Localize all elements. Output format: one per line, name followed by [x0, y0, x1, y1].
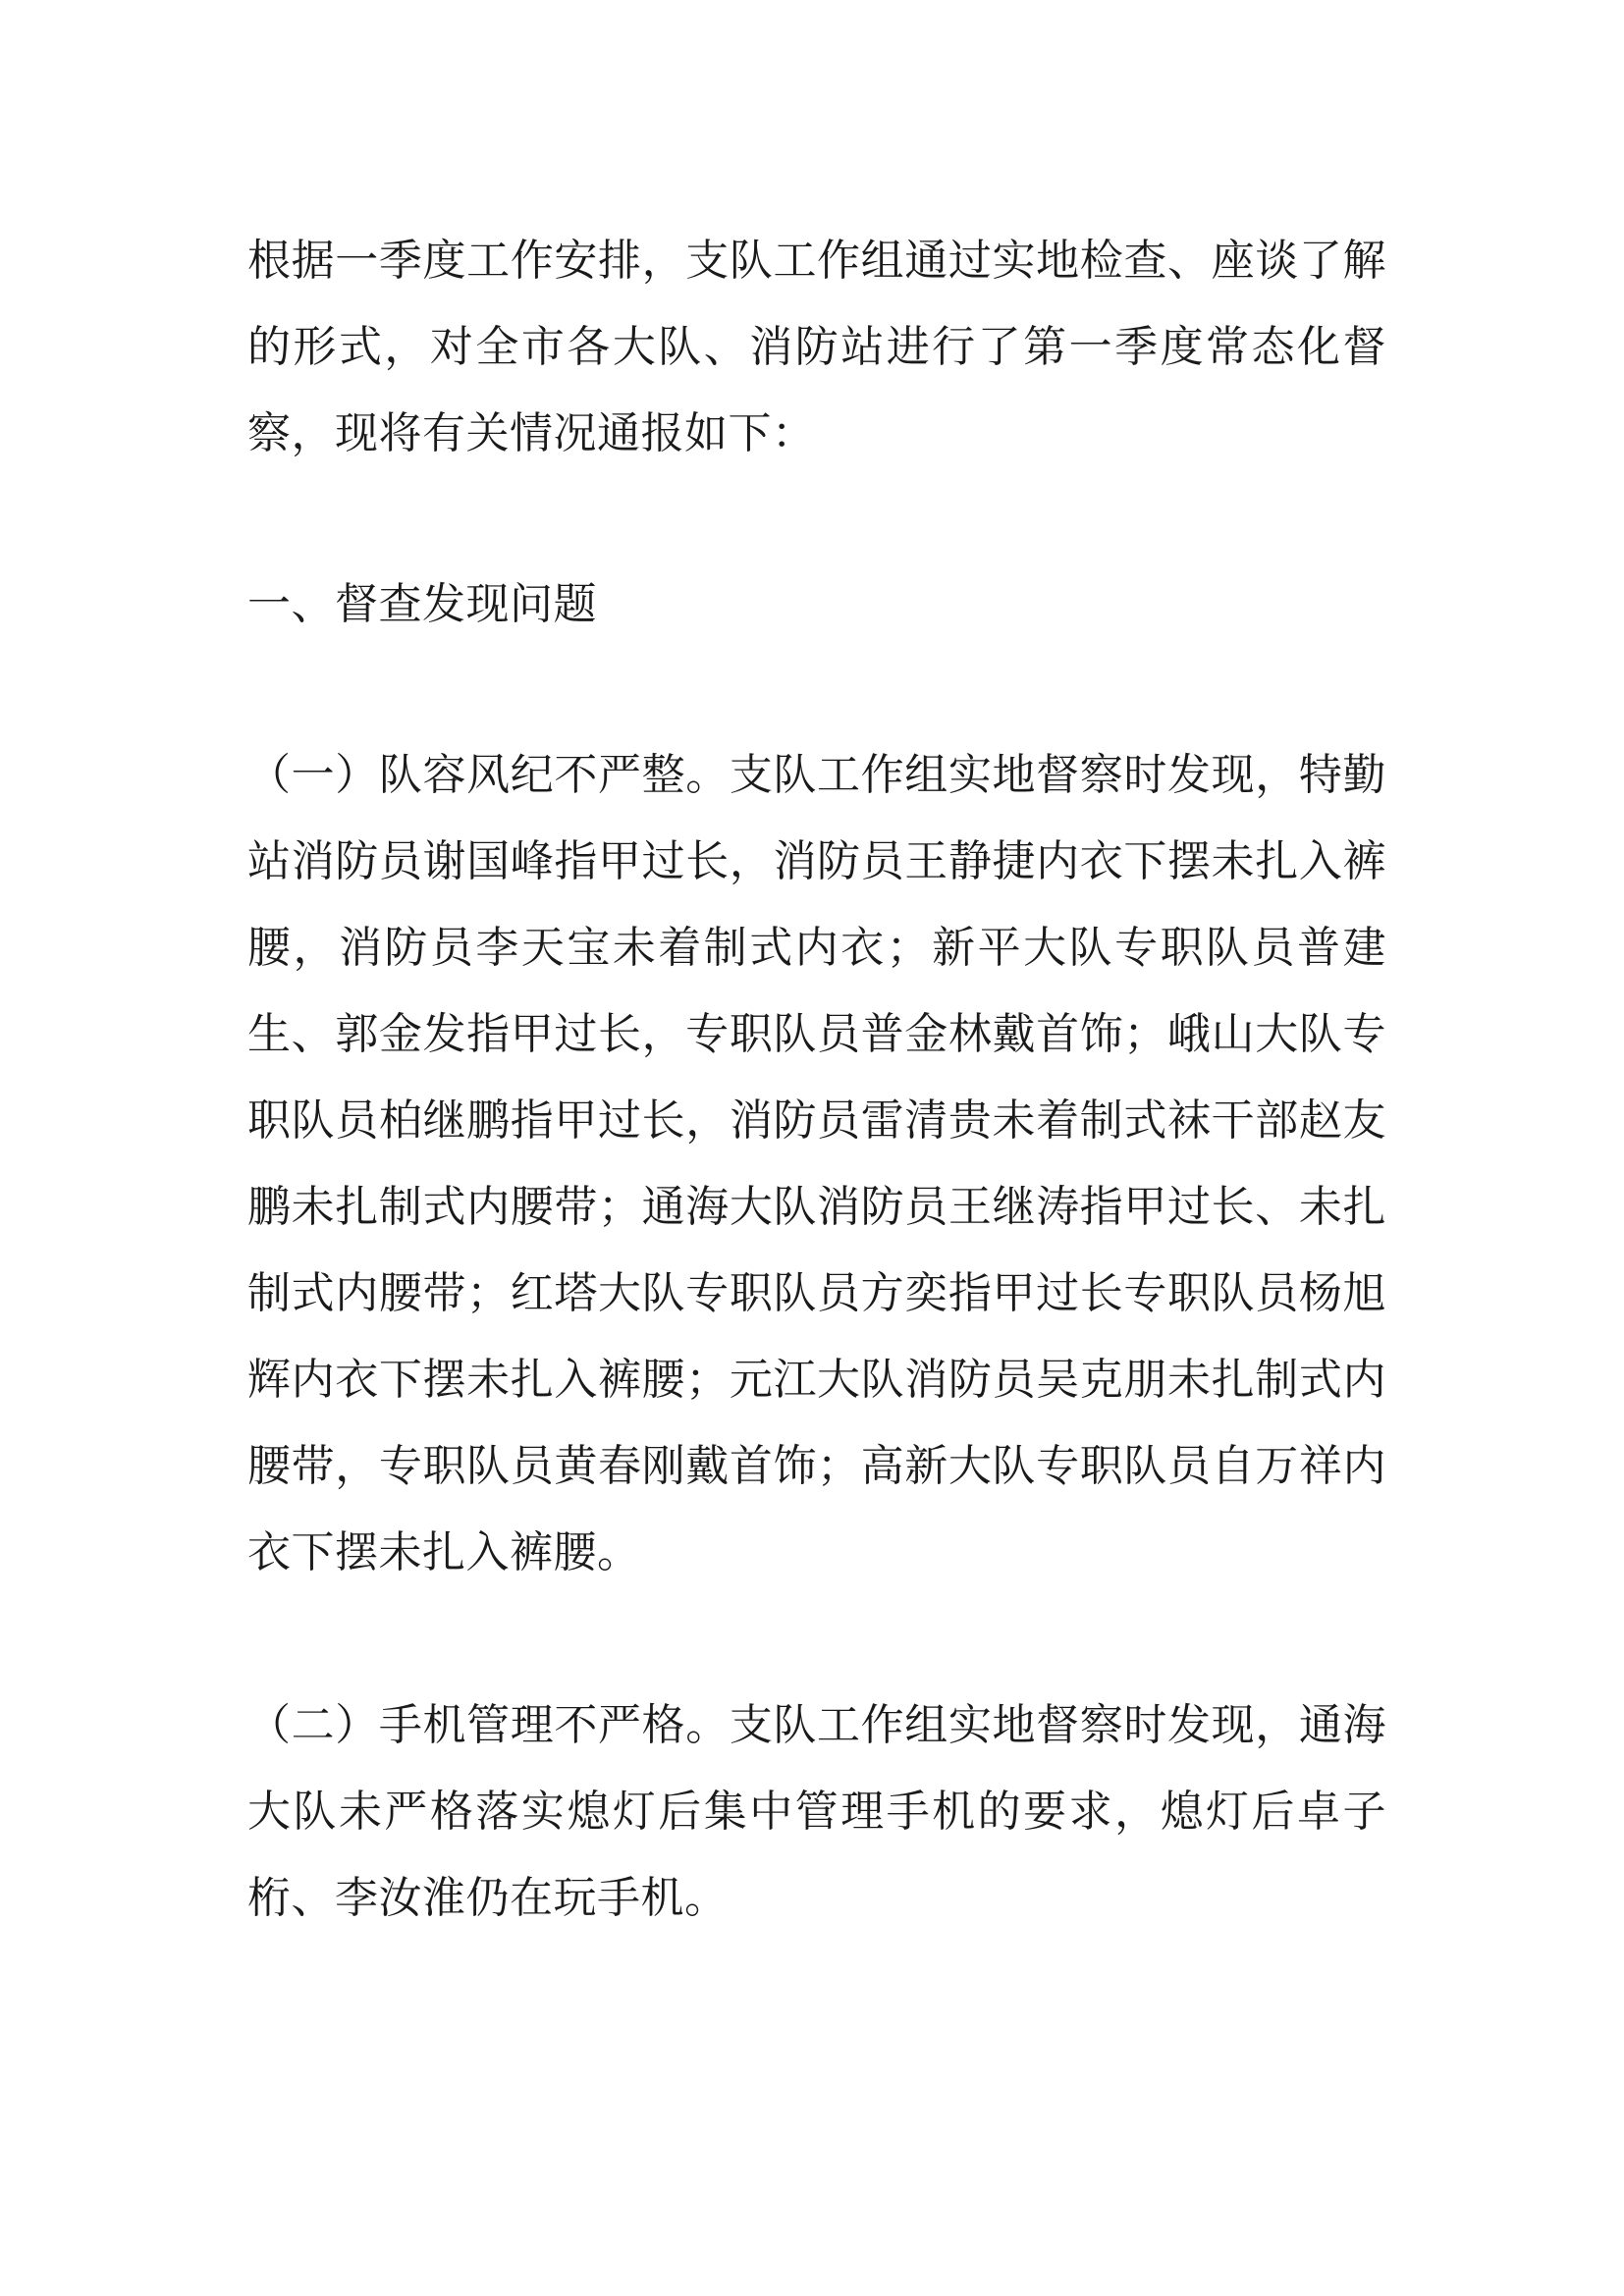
intro-paragraph: 根据一季度工作安排，支队工作组通过实地检查、座谈了解的形式，对全市各大队、消防站进行了第一季度常态化督察，现将有关情况通报如下：: [247, 236, 1386, 458]
section-heading: 一、督查发现问题: [247, 579, 597, 629]
paragraph-phone-management: （二）手机管理不严格。支队工作组实地督察时发现，通海大队未严格落实熄灯后集中管理手机的要求，熄灯后卓子桁、李汝淮仍在玩手机。: [247, 1700, 1386, 1923]
paragraph-discipline: （一）队容风纪不严整。支队工作组实地督察时发现，特勤站消防员谢国峰指甲过长，消防员王静捷内衣下摆未扎入裤腰，消防员李天宝未着制式内衣；新平大队专职队员普建生、郭金发指甲过长，专职队员普金林戴首饰；峨山大队专职队员柏继鹏指甲过长，消防员雷清贵未着制式袜干部赵友鹏未扎制式内腰带；通海大队消防员王继涛指甲过长、未扎制式内腰带；红塔大队专职队员方奕指甲过长专职队员杨旭辉内衣下摆未扎入裤腰；元江大队消防员吴克朋未扎制式内腰带，专职队员黄春刚戴首饰；高新大队专职队员自万祥内衣下摆未扎入裤腰。: [247, 750, 1386, 1577]
